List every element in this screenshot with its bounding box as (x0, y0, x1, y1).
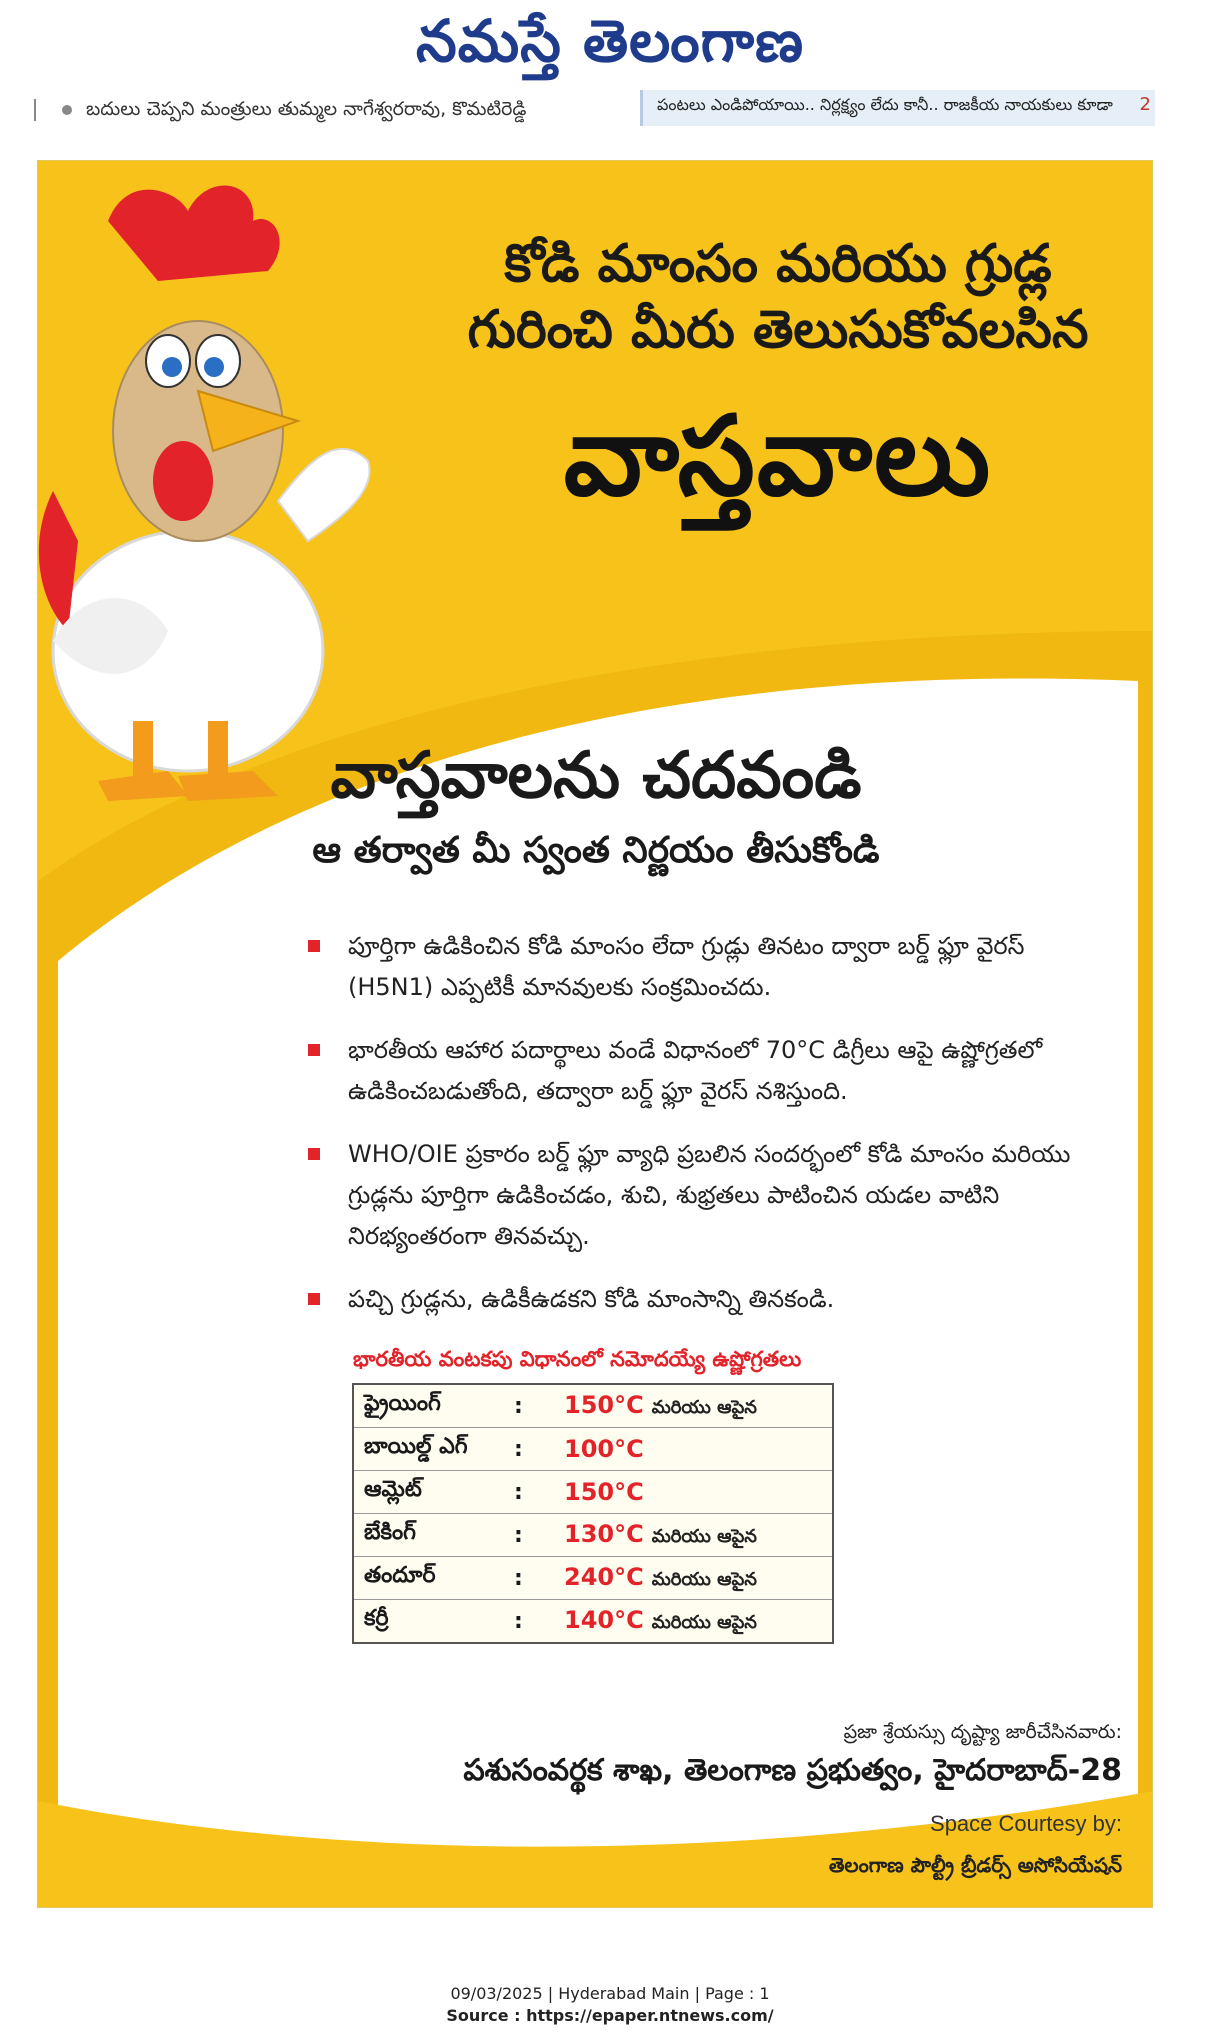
bullet-square-icon (308, 940, 320, 952)
table-row (353, 1471, 833, 1514)
temp-value: 150°C (564, 1478, 644, 1506)
temp-cell (554, 1471, 833, 1514)
temp-note: మరియు ఆపైన (651, 1611, 757, 1633)
temp-value: 130°C (564, 1519, 644, 1548)
temp-cell (554, 1557, 833, 1600)
temp-cell (554, 1600, 833, 1644)
bullet-square-icon (308, 1293, 320, 1305)
temp-note: మరియు ఆపైన (651, 1396, 757, 1418)
list-item (308, 1134, 1078, 1257)
newspaper-title: నమస్తే తెలంగాణ (416, 7, 804, 75)
temp-cell (554, 1428, 833, 1471)
issuer-label: ప్రజా శ్రేయస్సు దృష్ట్యా జారీచేసినవారు: (843, 1721, 1122, 1743)
dish-cell: కర్రీ (364, 1606, 389, 1631)
courtesy-name: తెలంగాణ పౌల్ట్రీ బ్రీడర్స్ అసోసియేషన్ (828, 1853, 1122, 1877)
colon-cell: : (514, 1608, 523, 1634)
table-row (353, 1428, 833, 1471)
headline-main: వాస్తవాలు (563, 392, 993, 520)
fact-text: పూర్తిగా ఉడికించిన కోడి మాంసం లేదా గ్రుడ్లు తినటం ద్వారా బర్డ్ ఫ్లూ వైరస్ (H5N1) ఎప్పటికీ మానవులకు సంక్రమించదు. (348, 932, 1025, 1001)
fact-text: WHO/OIE ప్రకారం బర్డ్ ఫ్లూ వ్యాధి ప్రబలిన సందర్భంలో కోడి మాంసం మరియు గ్రుడ్లను పూర్తిగా ఉడికించడం, శుచి, శుభ్రతలు పాటించిన యడల వాటిని నిరభ్యంతరంగా తినవచ్చు. (348, 1140, 1071, 1250)
temp-cell (554, 1384, 833, 1428)
dish-cell: బాయిల్డ్ ఎగ్ (353, 1428, 504, 1471)
bullet-icon (62, 105, 72, 115)
advertisement (37, 160, 1153, 1908)
table-row (353, 1557, 833, 1600)
dish-cell: ఫ్రైయింగ్ (353, 1384, 504, 1428)
temp-value: 150°C (564, 1390, 644, 1419)
dish-cell: ఆమ్లెట్ (353, 1471, 504, 1514)
page-footer (0, 1983, 1220, 2027)
issuer-name: పశుసంవర్థక శాఖ, తెలంగాణ ప్రభుత్వం, హైదరాబాద్-28 (463, 1753, 1122, 1788)
ticker-page-number: 2 (1139, 94, 1151, 115)
headline-line-2: గురించి మీరు తెలుసుకోవలసిన (467, 300, 1089, 360)
temperature-table (352, 1383, 834, 1644)
dish-cell: తందూర్ (353, 1557, 504, 1600)
temperature-table-title: భారతీయ వంటకపు విధానంలో నమోదయ్యే ఉష్ణోగ్రతలు (353, 1347, 802, 1371)
ticker-right-text: పంటలు ఎండిపోయాయి.. నిర్లక్ష్యం లేదు కానీ.. రాజకీయ నాయకులు కూడా (657, 95, 1113, 114)
colon-cell: : (504, 1557, 554, 1600)
list-item (308, 1279, 1078, 1320)
dish-cell: బేకింగ్ (353, 1514, 504, 1557)
source-link[interactable]: Source : https://epaper.ntnews.com/ (446, 2006, 774, 2025)
news-ticker-left[interactable] (34, 98, 589, 128)
temp-value: 100°C (564, 1435, 644, 1463)
list-item (308, 926, 1078, 1008)
masthead (0, 6, 1220, 76)
sub-heading: వాస్తవాలను చదవండి (330, 739, 862, 813)
fact-text: భారతీయ ఆహార పదార్థాలు వండే విధానంలో 70°C డిగ్రీలు ఆపై ఉష్ణోగ్రతలో ఉడికించబడుతోంది, తద్వారా బర్డ్ ఫ్లూ వైరస్ నశిస్తుంది. (348, 1036, 1043, 1105)
headline-line-1: కోడి మాంసం మరియు గ్రుడ్ల (504, 234, 1052, 294)
colon-cell: : (504, 1514, 554, 1557)
fact-text: పచ్చి గ్రుడ్లను, ఉడికీఉడకని కోడి మాంసాన్ని తినకండి. (348, 1285, 835, 1313)
table-row (353, 1514, 833, 1557)
sub-line: ఆ తర్వాత మీ స్వంత నిర్ణయం తీసుకోండి (312, 830, 880, 871)
news-ticker-right[interactable] (640, 90, 1155, 126)
table-row (353, 1600, 833, 1644)
bullet-square-icon (308, 1044, 320, 1056)
temp-note: మరియు ఆపైన (651, 1568, 757, 1590)
divider (34, 99, 36, 121)
list-item (308, 1030, 1078, 1112)
temp-value: 140°C (564, 1605, 644, 1634)
colon-cell: : (504, 1471, 554, 1514)
temp-value: 240°C (564, 1562, 644, 1591)
courtesy-label: Space Courtesy by: (930, 1811, 1122, 1836)
colon-cell: : (504, 1384, 554, 1428)
fact-list (308, 926, 1078, 1342)
temp-cell (554, 1514, 833, 1557)
temp-note: మరియు ఆపైన (651, 1525, 757, 1547)
edition-info: 09/03/2025 | Hyderabad Main | Page : 1 (450, 1984, 770, 2003)
bullet-square-icon (308, 1148, 320, 1160)
colon-cell: : (504, 1428, 554, 1471)
table-row (353, 1384, 833, 1428)
ticker-left-text: బదులు చెప్పని మంత్రులు తుమ్మల నాగేశ్వరరావు, కొమటిరెడ్డి (86, 98, 527, 120)
